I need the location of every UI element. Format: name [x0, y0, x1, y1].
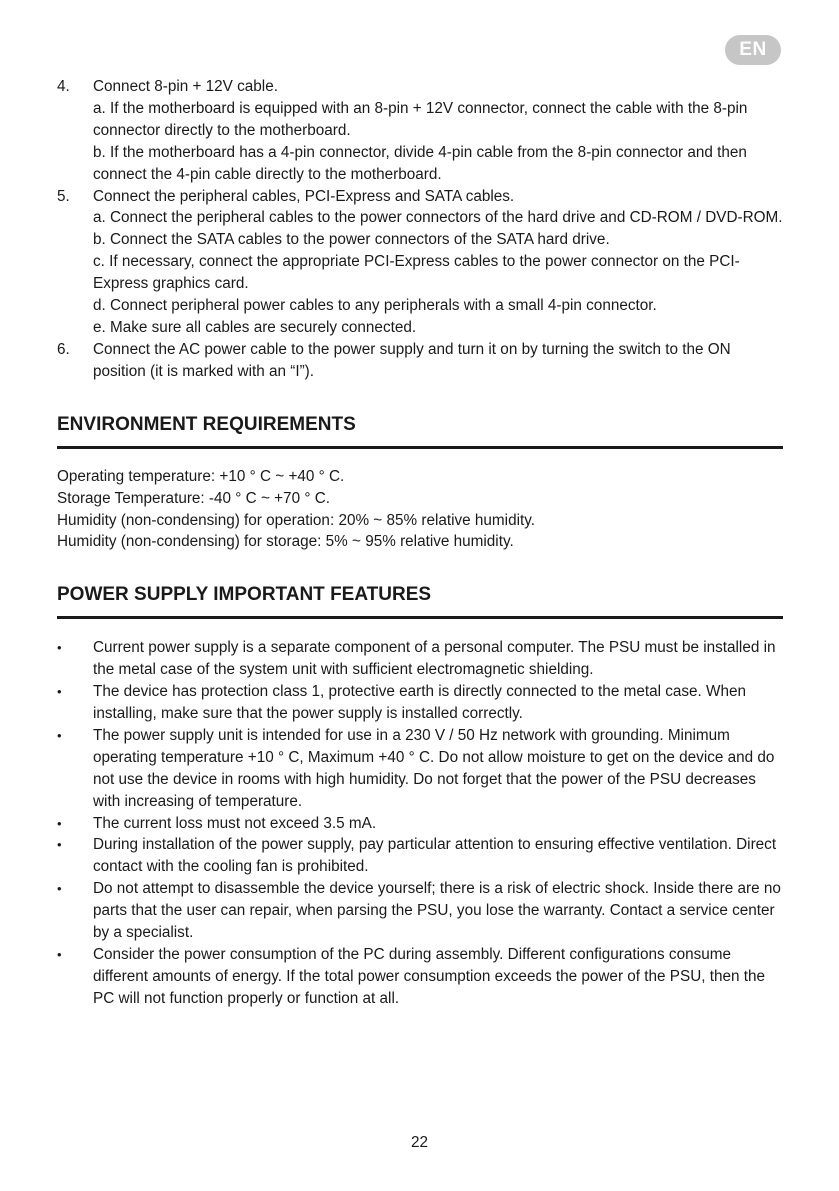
environment-heading: ENVIRONMENT REQUIREMENTS	[57, 413, 356, 435]
feature-text: Consider the power consumption of the PC during assembly. Different configurations consume different amounts of energy. If the total power consumption exceeds the power of the PSU, then the PC will not function properly or function at all.	[93, 946, 766, 1007]
step-substep: e. Make sure all cables are securely connected.	[93, 318, 417, 336]
installation-steps	[57, 76, 783, 383]
feature-text: Current power supply is a separate component of a personal computer. The PSU must be installed in the metal case of the system unit with sufficient electromagnetic shielding.	[93, 639, 776, 679]
environment-line: Humidity (non-condensing) for storage: 5% ~ 95% relative humidity.	[57, 533, 514, 551]
feature-text: The current loss must not exceed 3.5 mA.	[93, 814, 377, 832]
feature-text: The device has protection class 1, protective earth is directly connected to the metal case. When installing, make sure that the power supply is installed correctly.	[93, 683, 747, 723]
step-number: 5.	[57, 187, 70, 205]
environment-line: Storage Temperature: -40 ° C ~ +70 ° C.	[57, 489, 330, 507]
step-substep: b. Connect the SATA cables to the power connectors of the SATA hard drive.	[93, 231, 610, 249]
features-heading: POWER SUPPLY IMPORTANT FEATURES	[57, 584, 432, 606]
bullet-icon: •	[57, 881, 62, 897]
step-substep: a. If the motherboard is equipped with an 8-pin + 12V connector, connect the cable with the 8-pin connector directly to the motherboard.	[93, 99, 748, 139]
feature-item	[57, 944, 783, 1010]
bullet-icon: •	[57, 727, 62, 743]
feature-item	[57, 813, 783, 835]
feature-text: During installation of the power supply, pay particular attention to ensuring effective ventilation. Direct contact with the cooling fan is prohibited.	[93, 836, 777, 876]
step-substep: a. Connect the peripheral cables to the power connectors of the hard drive and CD-ROM / DVD-ROM.	[93, 209, 783, 227]
step-item	[57, 339, 783, 383]
language-badge: EN	[725, 35, 781, 65]
feature-text: The power supply unit is intended for use in a 230 V / 50 Hz network with grounding. Minimum operating temperature +10 ° C, Maximum +40 ° C. Do not allow moisture to get on the device and do not use the device in rooms with high humidity. Do not forget that the power of the PSU decreases with increasing of temperature.	[93, 726, 775, 810]
bullet-icon: •	[57, 815, 62, 831]
bullet-icon: •	[57, 640, 62, 656]
bullet-icon: •	[57, 684, 62, 700]
step-number: 6.	[57, 340, 70, 358]
step-text: Connect the peripheral cables, PCI-Express and SATA cables.	[93, 187, 515, 205]
page-content	[57, 76, 783, 1010]
step-item	[57, 76, 783, 186]
feature-text: Do not attempt to disassemble the device yourself; there is a risk of electric shock. Inside there are no parts that the user can repair, when parsing the PSU, you lose the warranty. Contact a service center by a specialist.	[93, 880, 781, 942]
section-divider	[57, 446, 783, 449]
step-item	[57, 186, 783, 339]
page-number: 22	[410, 1134, 428, 1151]
section-divider	[57, 616, 783, 619]
feature-item	[57, 725, 783, 813]
feature-item	[57, 834, 783, 878]
environment-line: Operating temperature: +10 ° C ~ +40 ° C.	[57, 467, 345, 485]
bullet-icon: •	[57, 837, 62, 853]
step-substep: c. If necessary, connect the appropriate PCI-Express cables to the power connector on the PCI-Express graphics card.	[93, 253, 740, 293]
step-number: 4.	[57, 78, 70, 95]
step-text: Connect 8-pin + 12V cable.	[93, 78, 278, 95]
feature-item	[57, 878, 783, 944]
features-list	[57, 637, 783, 1009]
step-substep: b. If the motherboard has a 4-pin connector, divide 4-pin cable from the 8-pin connector and then connect the 4-pin cable directly to the motherboard.	[93, 143, 747, 183]
environment-requirements	[57, 466, 783, 554]
bullet-icon: •	[57, 947, 62, 962]
feature-item	[57, 681, 783, 725]
feature-item	[57, 637, 783, 681]
step-text: Connect the AC power cable to the power supply and turn it on by turning the switch to the ON position (it is marked with an “I”).	[93, 340, 731, 380]
step-substep: d. Connect peripheral power cables to any peripherals with a small 4-pin connector.	[93, 297, 657, 315]
environment-line: Humidity (non-condensing) for operation: 20% ~ 85% relative humidity.	[57, 511, 535, 529]
